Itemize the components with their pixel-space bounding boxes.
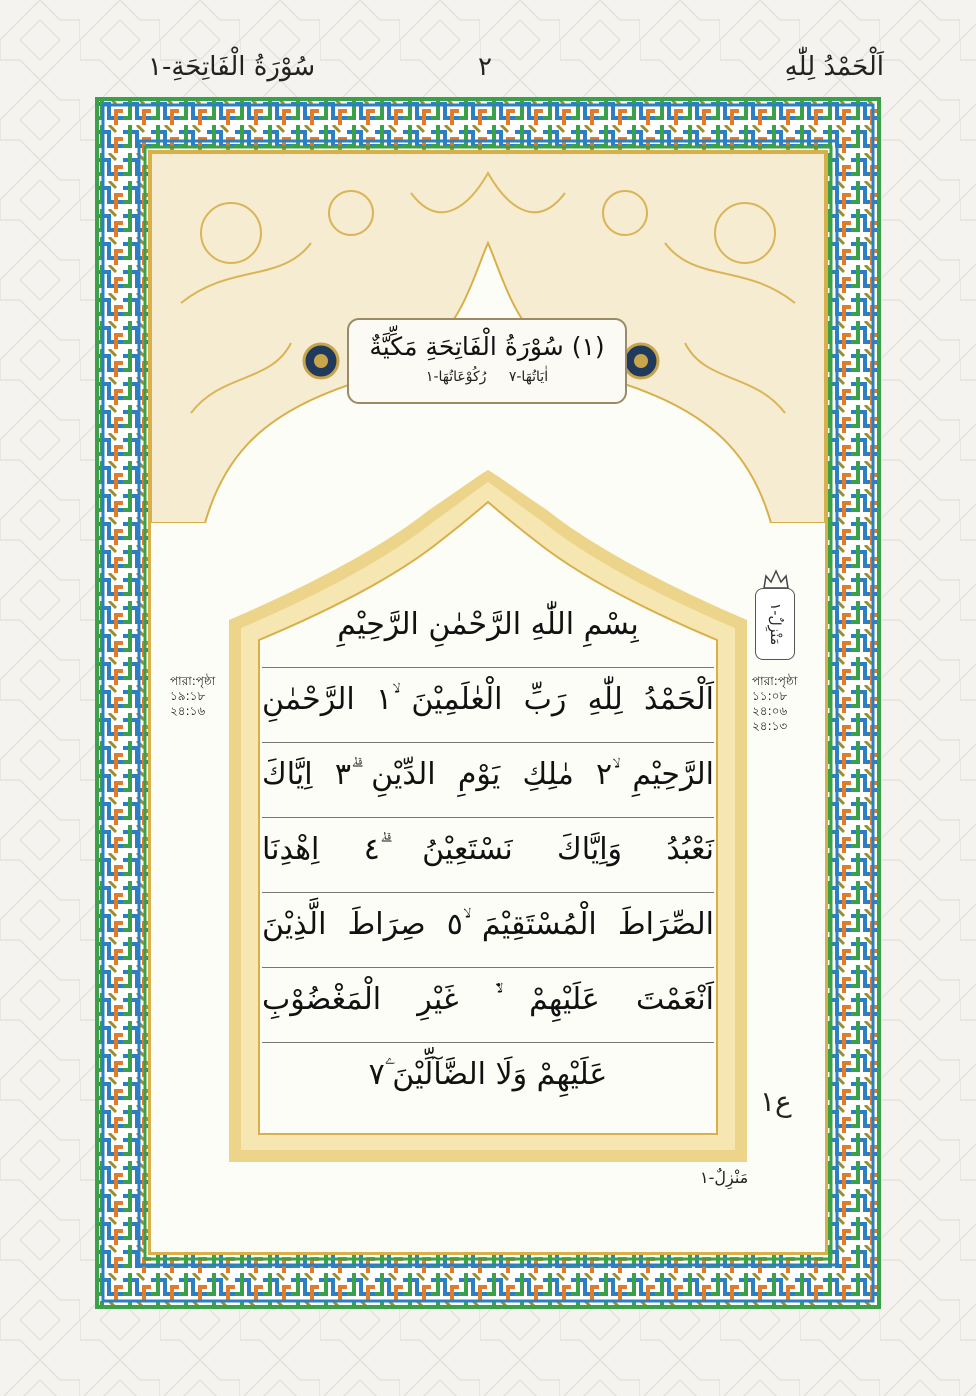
side-reference-left xyxy=(170,674,215,719)
side-ref-value: ২৪:১৬ xyxy=(170,704,206,718)
line-rule xyxy=(262,1042,714,1043)
side-ref-heading: পারা:পৃষ্ঠা xyxy=(752,674,798,688)
footer-manzil: مَنْزِلٌ-١ xyxy=(700,1168,749,1187)
verse-line: اَلْحَمْدُ لِلّٰهِ رَبِّ الْعٰلَمِيْنَ ۙ١ الرَّحْمٰنِ xyxy=(262,682,714,717)
side-ref-value: ২৪:০৬ xyxy=(752,704,788,718)
side-ref-value: ১১:০৮ xyxy=(752,689,788,703)
manzil-marker-label: مَنْزِلٌ-١ xyxy=(767,602,783,646)
quran-text-area xyxy=(262,597,714,1127)
line-rule xyxy=(262,892,714,893)
verse-line: اَنْعَمْتَ عَلَيْهِمْ ۙ۬ غَيْرِ الْمَغْضُوْبِ xyxy=(262,982,714,1017)
header-sura-name: سُوْرَةُ الْفَاتِحَةِ-١ xyxy=(148,52,316,82)
side-reference-right xyxy=(752,674,797,734)
verse-line: الرَّحِيْمِ ۙ٢ مٰلِكِ يَوْمِ الدِّيْنِ ۗ٣ اِيَّاكَ xyxy=(262,757,714,792)
crown-ornament-icon xyxy=(762,568,790,590)
line-rule xyxy=(262,742,714,743)
ornament-medallion-icon xyxy=(300,340,342,382)
sura-title-box xyxy=(347,318,627,404)
manzil-marker xyxy=(755,588,795,660)
side-ref-value: ২৪:১৩ xyxy=(752,719,788,733)
line-rule xyxy=(262,817,714,818)
page-number: ٢ xyxy=(478,52,492,82)
verse-line: عَلَيْهِمْ وَلَا الضَّآلِّيْنَ ۧ٧ xyxy=(368,1057,608,1092)
line-rule xyxy=(262,667,714,668)
header-running-title: اَلْحَمْدُ لِلّٰهِ xyxy=(784,52,884,82)
verse-line: الصِّرَاطَ الْمُسْتَقِيْمَ ۙ٥ صِرَاطَ الَّذِيْنَ xyxy=(262,907,714,942)
sura-title: (١) سُوْرَةُ الْفَاتِحَةِ مَكِّيَّةٌ xyxy=(369,332,605,361)
ruku-marker: ع١ xyxy=(760,1085,792,1118)
side-ref-value: ১৯:১৮ xyxy=(170,689,206,703)
sura-info: اٰيَاتُهَا-٧ رُكُوْعَاتُهَا-١ xyxy=(425,369,549,385)
verse-line: بِسْمِ اللّٰهِ الرَّحْمٰنِ الرَّحِيْمِ xyxy=(337,607,639,642)
verse-line: نَعْبُدُ وَاِيَّاكَ نَسْتَعِيْنُ ۗ٤ اِهْدِنَا xyxy=(262,832,714,867)
side-ref-heading: পারা:পৃষ্ঠা xyxy=(170,674,216,688)
line-rule xyxy=(262,967,714,968)
